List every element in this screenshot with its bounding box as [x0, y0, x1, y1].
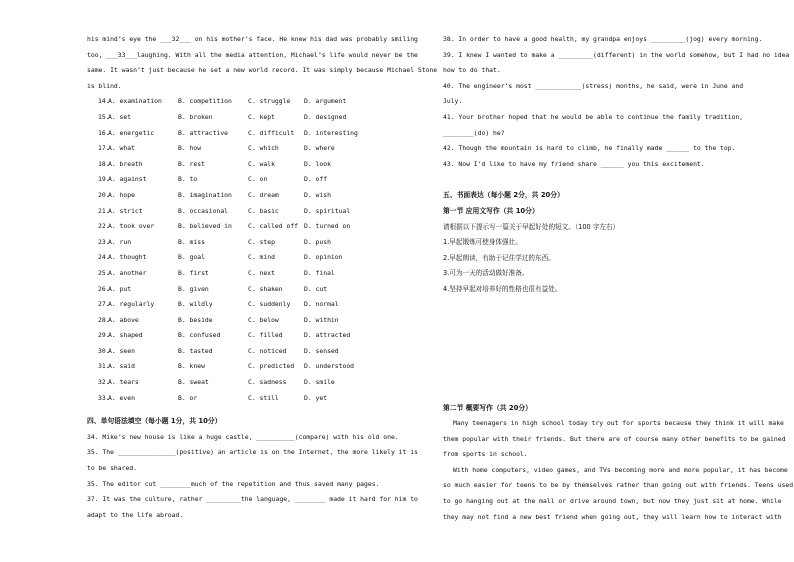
option-b: B. sweat — [178, 378, 209, 387]
option-row — [87, 375, 391, 391]
option-c: C. mind — [248, 253, 275, 262]
option-a: A. tears — [108, 378, 139, 387]
option-row — [87, 204, 391, 220]
option-a: A. run — [108, 237, 132, 246]
option-b: B. given — [178, 284, 209, 293]
option-row — [87, 359, 391, 375]
option-row — [87, 219, 391, 235]
option-b: B. knew — [178, 362, 205, 371]
grammar-line: 38. In order to have a good health, my grandpa enjoys _________(jog) every morning. — [443, 35, 763, 43]
option-row — [87, 235, 391, 251]
option-a: A. hope — [108, 190, 135, 199]
passage-line: is blind. — [87, 81, 122, 90]
option-d: D. opinion — [304, 253, 343, 262]
option-row — [87, 250, 391, 266]
grammar-line: adapt to the life abroad. — [87, 510, 184, 519]
summary-line: from sports in school. — [443, 450, 528, 459]
option-b: B. broken — [178, 112, 213, 121]
option-c: C. kept — [248, 112, 275, 121]
section-5-title: 五、书面表达（每小题 2分，共 20分） — [443, 191, 564, 200]
question-number: 21. — [98, 206, 110, 215]
passage-line: same. It wasn’t just because he set a new world record. It was simply because Michael Stone — [87, 66, 438, 75]
grammar-line: 37. It was the culture, rather _________the language, ________ made it hard for him to — [87, 495, 418, 504]
option-c: C. still — [248, 393, 279, 402]
option-a: A. energetic — [108, 128, 155, 137]
option-d: D. turned on — [304, 222, 351, 231]
option-row — [87, 266, 391, 282]
grammar-line: how to do that. — [443, 66, 501, 75]
option-row — [87, 282, 391, 298]
option-b: B. wildly — [178, 300, 213, 309]
grammar-line: ________(do) he? — [443, 128, 505, 137]
option-b: B. beside — [178, 315, 213, 324]
writing-space — [443, 298, 751, 401]
option-d: D. wish — [304, 190, 331, 199]
grammar-line: 39. I knew I wanted to make a _________(different) in the world somehow, but I had no idea — [443, 50, 790, 59]
option-d: D. yet — [304, 393, 328, 402]
option-row — [87, 94, 391, 110]
option-b: B. miss — [178, 237, 205, 246]
right-column — [443, 32, 794, 525]
option-row — [87, 188, 391, 204]
question-number: 28. — [98, 315, 110, 324]
option-d: D. smile — [304, 378, 335, 387]
option-c: C. next — [248, 268, 275, 277]
option-c: C. called off — [248, 222, 299, 231]
option-d: D. spiritual — [304, 206, 351, 215]
left-column — [87, 32, 438, 523]
grammar-line: 35. The _______________(positive) an article is on the Internet, the more likely it is — [87, 448, 418, 457]
option-d: D. normal — [304, 300, 339, 309]
option-d: D. look — [304, 159, 331, 168]
option-a: A. even — [108, 393, 135, 402]
option-c: C. difficult — [248, 128, 295, 137]
writing-point: 3.可为一天的活动做好准备。 — [443, 269, 529, 278]
question-number: 30. — [98, 346, 110, 355]
question-number: 18. — [98, 159, 110, 168]
option-d: D. attracted — [304, 331, 351, 340]
option-a: A. seen — [108, 346, 135, 355]
writing-point: 2.早起朗读，有助于记住学过的东西。 — [443, 253, 555, 262]
option-b: B. believed in — [178, 222, 232, 231]
option-d: D. within — [304, 315, 339, 324]
option-a: A. set — [108, 112, 132, 121]
option-c: C. suddenly — [248, 300, 291, 309]
question-number: 33. — [98, 393, 110, 402]
option-c: C. below — [248, 315, 279, 324]
option-b: B. first — [178, 268, 209, 277]
option-a: A. breath — [108, 159, 143, 168]
option-a: A. said — [108, 362, 135, 371]
option-b: B. to — [178, 175, 198, 184]
grammar-line: 34. Mike’s new house is like a huge castle, __________(compare) with his old one. — [87, 432, 399, 441]
option-a: A. shaped — [108, 331, 143, 340]
option-c: C. dream — [248, 190, 279, 199]
writing-point: 1.早起锻炼可使身体强壮。 — [443, 238, 522, 247]
summary-line: to go hanging out at the mall or drive around town, but now they just sit at home. While — [443, 497, 782, 506]
summary-line: they may not find a new best friend when going out, they will learn how to interact with — [443, 512, 782, 521]
option-row — [87, 172, 391, 188]
option-row — [87, 313, 391, 329]
option-b: B. tasted — [178, 346, 213, 355]
option-b: B. occasional — [178, 206, 229, 215]
option-a: A. took over — [108, 222, 155, 231]
question-number: 26. — [98, 284, 110, 293]
option-b: B. confused — [178, 331, 221, 340]
section-4-title: 四、单句语法填空（每小题 1分，共 10分） — [87, 417, 222, 426]
option-row — [87, 157, 391, 173]
question-number: 23. — [98, 237, 110, 246]
writing-prompt: 请根据以下提示写一篇关于早起好处的短文。（100 字左右） — [443, 222, 620, 231]
option-d: D. argument — [304, 97, 347, 106]
option-d: D. push — [304, 237, 331, 246]
option-d: D. sensed — [304, 346, 339, 355]
option-c: C. step — [248, 237, 275, 246]
option-a: A. what — [108, 144, 135, 153]
option-d: D. designed — [304, 112, 347, 121]
option-a: A. another — [108, 268, 147, 277]
option-c: C. on — [248, 175, 268, 184]
option-c: C. filled — [248, 331, 283, 340]
grammar-line: 43. Now I’d like to have my friend share ______ you this excitement. — [443, 159, 705, 168]
option-a: A. regularly — [108, 300, 155, 309]
option-b: B. competition — [178, 97, 232, 106]
option-row — [87, 126, 391, 142]
option-a: A. put — [108, 284, 132, 293]
option-d: D. understood — [304, 362, 355, 371]
grammar-line: 35. The editor cut ________much of the repetition and thus saved many pages. — [87, 479, 380, 488]
question-number: 15. — [98, 112, 110, 121]
passage-line: too, ___33___laughing. With all the media attention, Michael’s life would never be the — [87, 50, 418, 59]
question-number: 25. — [98, 268, 110, 277]
option-b: B. goal — [178, 253, 205, 262]
question-number: 20. — [98, 190, 110, 199]
option-row — [87, 141, 391, 157]
question-number: 22. — [98, 222, 110, 231]
option-c: C. shaken — [248, 284, 283, 293]
part-1-title: 第一节 应用文写作（共 10分） — [443, 206, 539, 215]
option-a: A. thought — [108, 253, 147, 262]
option-row — [87, 297, 391, 313]
option-c: C. sadness — [248, 378, 287, 387]
grammar-line: July. — [443, 97, 463, 106]
option-b: B. attractive — [178, 128, 229, 137]
question-number: 29. — [98, 331, 110, 340]
summary-line: them popular with their friends. But there are of course many other benefits to be gained — [443, 434, 786, 443]
option-c: C. walk — [248, 159, 275, 168]
grammar-line: 40. The engineer’s most ____________(stress) months, he said, were in June and — [443, 81, 744, 90]
options-list — [87, 94, 391, 406]
question-number: 31. — [98, 362, 110, 371]
option-a: A. strict — [108, 206, 143, 215]
option-d: D. cut — [304, 284, 328, 293]
option-a: A. against — [108, 175, 147, 184]
passage-line: his mind’s eye the ___32___ on his mother’s face. He knew his dad was probably smiling — [87, 35, 418, 43]
question-number: 24. — [98, 253, 110, 262]
question-number: 32. — [98, 378, 110, 387]
question-number: 19. — [98, 175, 110, 184]
summary-line: Many teenagers in high school today try out for sports because they think it will make — [453, 419, 784, 428]
option-row — [87, 328, 391, 344]
summary-line: With home computers, video games, and TVs becoming more and more popular, it has become — [453, 465, 788, 474]
option-d: D. interesting — [304, 128, 358, 137]
option-b: B. imagination — [178, 190, 232, 199]
option-a: A. examination — [108, 97, 162, 106]
grammar-line: 42. Though the mountain is hard to climb, he finally made ______ to the top. — [443, 144, 736, 153]
grammar-line: to be shared. — [87, 464, 138, 473]
option-c: C. noticed — [248, 346, 287, 355]
summary-line: so much easier for teens to be by themselves rather than going out with friends. Teens used — [443, 481, 794, 490]
question-number: 17. — [98, 144, 110, 153]
option-row — [87, 344, 391, 360]
option-d: D. where — [304, 144, 335, 153]
option-c: C. which — [248, 144, 279, 153]
option-row — [87, 110, 391, 126]
option-a: A. above — [108, 315, 139, 324]
option-b: B. or — [178, 393, 198, 402]
option-b: B. rest — [178, 159, 205, 168]
option-d: D. off — [304, 175, 328, 184]
part-2-title: 第二节 概要写作（共 20分） — [443, 403, 532, 412]
writing-point: 4.坚持早起对培养好的性格也很有益处。 — [443, 284, 562, 293]
question-number: 14. — [98, 97, 110, 106]
option-d: D. final — [304, 268, 335, 277]
option-c: C. struggle — [248, 97, 291, 106]
option-c: C. basic — [248, 206, 279, 215]
option-b: B. how — [178, 144, 202, 153]
grammar-line: 41. Your brother hoped that he would be able to continue the family tradition, — [443, 112, 744, 121]
question-number: 16. — [98, 128, 110, 137]
question-number: 27. — [98, 300, 110, 309]
option-row — [87, 391, 391, 407]
option-c: C. predicted — [248, 362, 295, 371]
